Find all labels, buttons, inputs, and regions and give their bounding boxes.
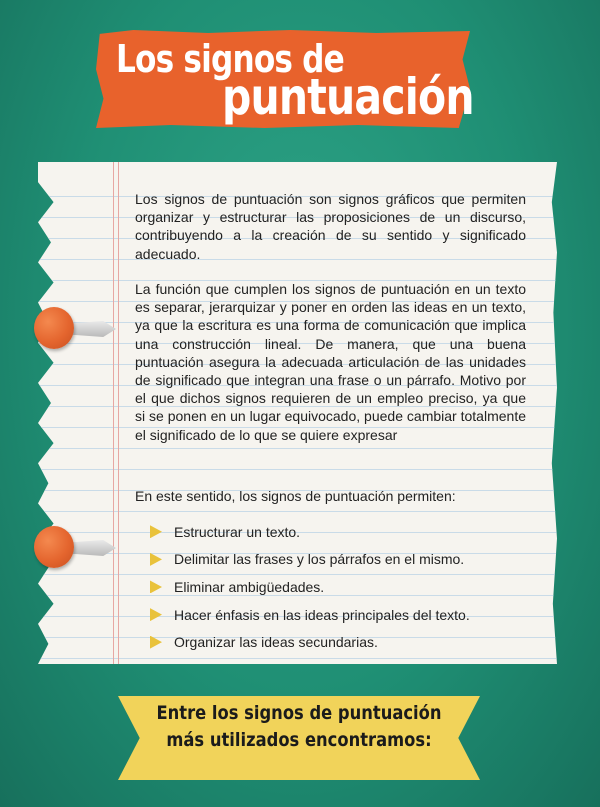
ribbon-text bbox=[118, 700, 480, 754]
triangle-arrow-icon bbox=[150, 636, 162, 649]
margin-line-left bbox=[113, 162, 114, 664]
paragraph-function: La función que cumplen los signos de puntuación en un texto es separar, jerarquizar y poner en orden las ideas en un texto, ya que la escritura es una forma de comunicación que implica una construcción lineal. De manera, que una buena puntuación asegura la adecuada articulación de las unidades de significado que integran una frase o un párrafo. Motivo por el que dichos signos requieren de un empleo preciso, ya que si se ponen en un lugar equivocado, puede cambiar totalmente el significado de lo que se quiere expresar bbox=[135, 281, 526, 443]
ribbon-line-2: más utilizados encontramos: bbox=[166, 729, 432, 751]
list-item: Delimitar las frases y los párrafos en el mismo. bbox=[150, 546, 470, 574]
list-item: Organizar las ideas secundarias. bbox=[150, 628, 470, 656]
list-intro: En este sentido, los signos de puntuación permiten: bbox=[135, 488, 456, 504]
title-line-1: Los signos de bbox=[116, 37, 344, 81]
margin-line-right bbox=[118, 162, 119, 664]
ribbon-line-1: Entre los signos de puntuación bbox=[156, 702, 442, 724]
paragraph-definition: Los signos de puntuación son signos gráficos que permiten organizar y estructurar las proposiciones de un discurso, contribuyendo a la creación de su sentido y significado adecuado. bbox=[135, 191, 526, 262]
list-item: Estructurar un texto. bbox=[150, 518, 470, 546]
title-line-2: puntuación bbox=[222, 68, 474, 126]
list-item: Hacer énfasis en las ideas principales del texto. bbox=[150, 601, 470, 629]
triangle-arrow-icon bbox=[150, 580, 162, 593]
triangle-arrow-icon bbox=[150, 525, 162, 538]
triangle-arrow-icon bbox=[150, 608, 162, 621]
purpose-list bbox=[150, 518, 470, 656]
list-item: Eliminar ambigüedades. bbox=[150, 573, 470, 601]
triangle-arrow-icon bbox=[150, 553, 162, 566]
